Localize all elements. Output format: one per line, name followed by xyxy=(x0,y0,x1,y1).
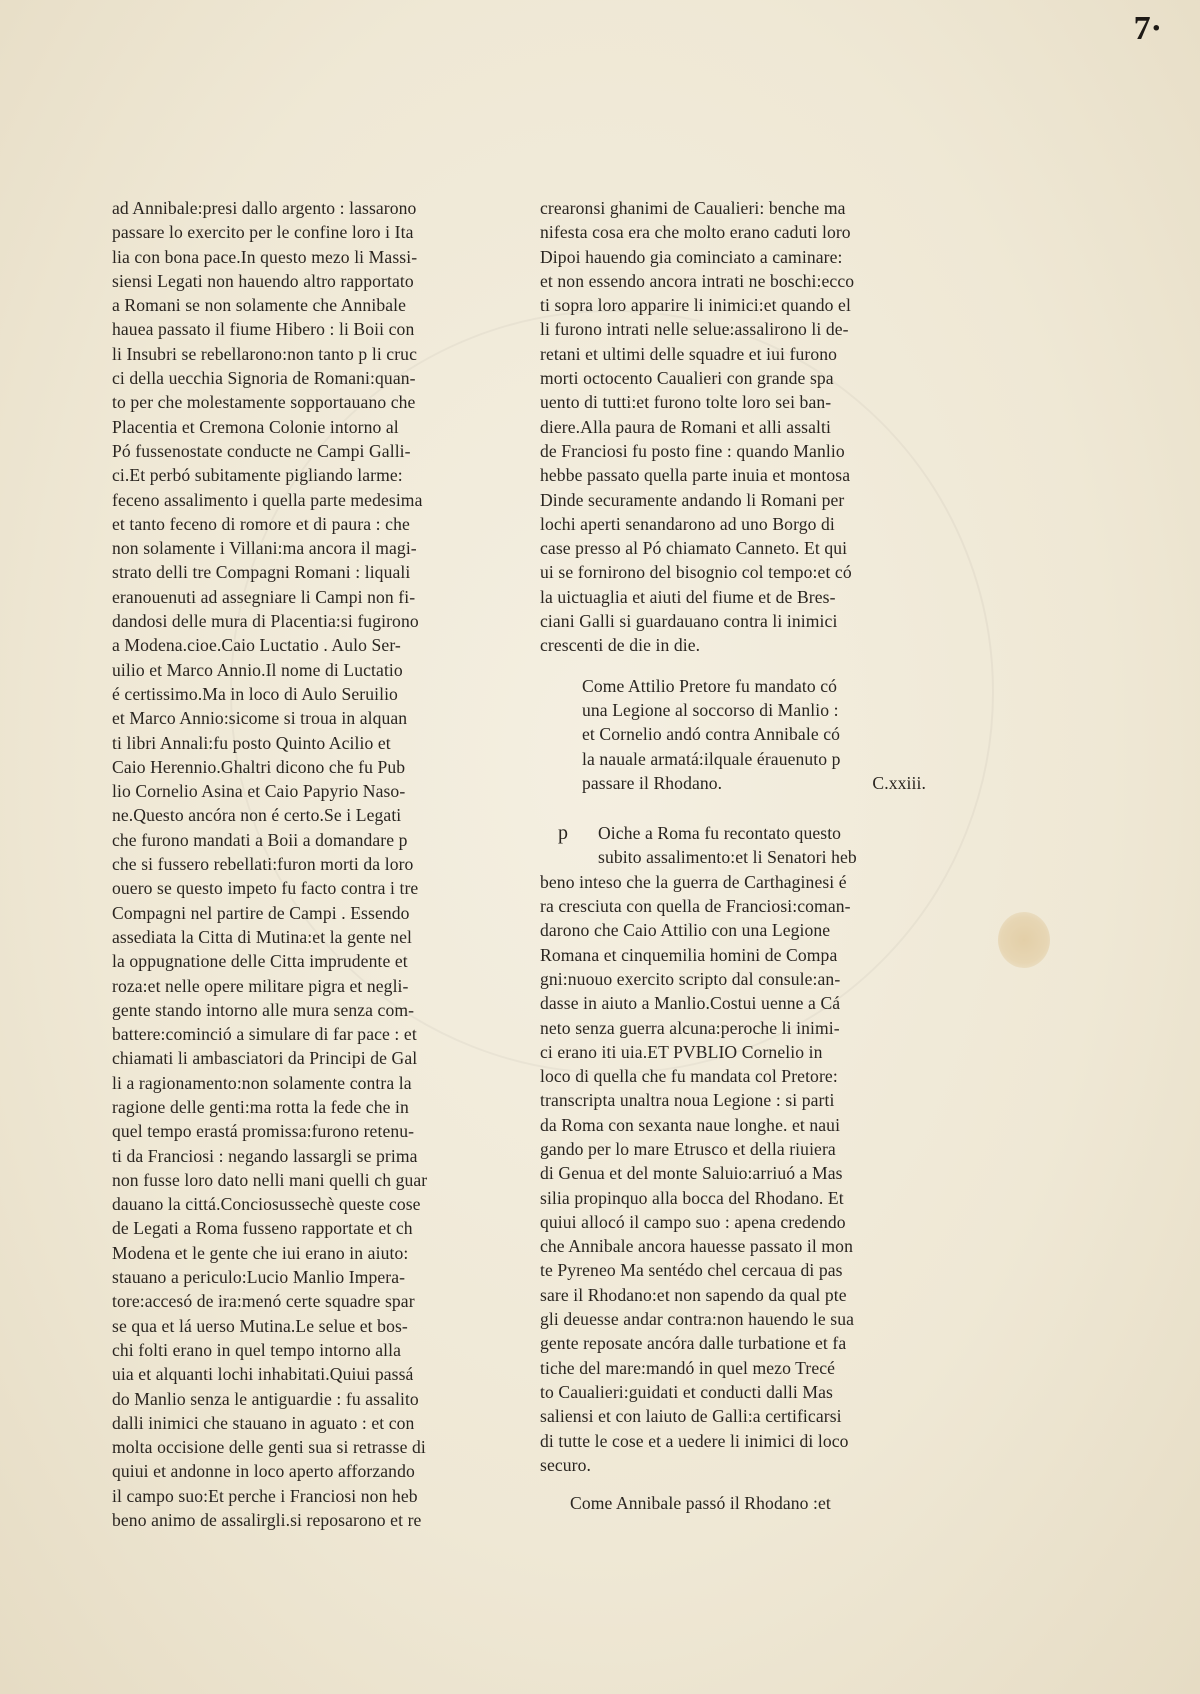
text-line: non solamente i Villani:ma ancora il magi- xyxy=(112,538,417,559)
text-line: che furono mandati a Boii a domandare p xyxy=(112,829,408,850)
text-line: sare il Rhodano:et non sapendo da qual pte xyxy=(540,1284,847,1305)
text-line: gente reposate ancóra dalle turbatione et fa xyxy=(540,1333,847,1354)
text-line: li furono intrati nelle selue:assalirono li de- xyxy=(540,319,849,340)
text-line: dasse in aiuto a Manlio.Costui uenne a Cá xyxy=(540,993,841,1014)
text-line: saliensi et con laiuto de Galli:a certificarsi xyxy=(540,1406,842,1427)
text-line: di tutte le cose et a uedere li inimici di loco xyxy=(540,1430,849,1451)
closing-line: Come Annibale passó il Rhodano :et xyxy=(570,1493,831,1514)
text-line: chiamati li ambasciatori da Principi de Gal xyxy=(112,1048,418,1069)
chapter-number: C.xxiii. xyxy=(872,772,926,793)
text-line: dalli inimici che stauano in aguato : et con xyxy=(112,1412,415,1433)
text-line: non fusse loro dato nelli mani quelli ch guar xyxy=(112,1169,428,1190)
text-line: se qua et lá uerso Mutina.Le selue et bos- xyxy=(112,1315,408,1336)
text-line: ti da Franciosi : negando lassargli se prima xyxy=(112,1145,418,1166)
text-line: Dipoi hauendo gia cominciato a caminare: xyxy=(540,246,843,267)
text-line: et non essendo ancora intrati ne boschi:ecco xyxy=(540,270,855,291)
text-line: darono che Caio Attilio con una Legione xyxy=(540,920,831,941)
text-line: di Genua et del monte Saluio:arriuó a Mas xyxy=(540,1163,843,1184)
text-line: roza:et nelle opere militare pigra et negli- xyxy=(112,975,409,996)
text-line: gli deuesse andar contra:non hauendo le sua xyxy=(540,1309,855,1330)
text-line: stauano a periculo:Lucio Manlio Impera- xyxy=(112,1267,406,1288)
text-line: uia et alquanti lochi inhabitati.Quiui passá xyxy=(112,1364,414,1385)
text-line: lio Cornelio Asina et Caio Papyrio Naso- xyxy=(112,781,406,802)
text-line: assediata la Citta di Mutina:et la gente nel xyxy=(112,926,412,947)
text-line: Dinde securamente andando li Romani per xyxy=(540,489,845,510)
left-column xyxy=(112,196,462,1532)
text-line: ne.Questo ancóra non é certo.Se i Legati xyxy=(112,805,402,826)
text-line: ra cresciuta con quella de Franciosi:coman- xyxy=(540,896,851,917)
text-line: siensi Legati non hauendo altro rapportato xyxy=(112,270,414,291)
text-line: Caio Herennio.Ghaltri dicono che fu Pub xyxy=(112,756,406,777)
text-line: ciani Galli si guardauano contra li inimici xyxy=(540,611,838,632)
text-line: eranouenuti ad assegniare li Campi non fi- xyxy=(112,586,416,607)
text-line: morti octocento Caualieri con grande spa xyxy=(540,368,834,389)
text-line: che si fussero rebellati:furon morti da loro xyxy=(112,854,414,875)
right-column-body xyxy=(540,196,912,658)
text-line: tore:accesó de ira:menó certe squadre spar xyxy=(112,1291,415,1312)
right-column xyxy=(540,196,926,1515)
heading-line: una Legione al soccorso di Manlio : xyxy=(582,699,839,720)
text-line: beno inteso che la guerra de Carthaginesi é xyxy=(540,871,847,892)
text-line: securo. xyxy=(540,1454,592,1475)
text-line: a Romani se non solamente che Annibale xyxy=(112,295,407,316)
text-line: beno animo de assalirgli.si reposarono et re xyxy=(112,1510,422,1531)
text-line: feceno assalimento i quella parte medesima xyxy=(112,489,423,510)
heading-line-text: passare il Rhodano. xyxy=(582,772,723,793)
text-line: ti libri Annali:fu posto Quinto Acilio et xyxy=(112,732,391,753)
text-line: case presso al Pó chiamato Canneto. Et qui xyxy=(540,538,848,559)
text-line: hebbe passato quella parte inuia et montosa xyxy=(540,465,851,486)
heading-line: Come Attilio Pretore fu mandato có xyxy=(582,675,838,696)
text-line: crearonsi ghanimi de Caualieri: benche ma xyxy=(540,198,846,218)
text-line: quel tempo erastá promissa:furono retenu- xyxy=(112,1121,415,1142)
text-line: te Pyreneo Ma sentédo chel cercaua di pas xyxy=(540,1260,843,1281)
closing-heading xyxy=(540,1491,912,1515)
text-line: ragione delle genti:ma rotta la fede che in xyxy=(112,1096,409,1117)
text-line: de Franciosi fu posto fine : quando Manlio xyxy=(540,440,845,461)
text-line: ci erano iti uia.ET PVBLIO Cornelio in xyxy=(540,1041,823,1062)
text-line: da Roma con sexanta naue longhe. et naui xyxy=(540,1114,841,1135)
text-line: to per che molestamente sopportauano che xyxy=(112,392,416,413)
chapter-initial: p xyxy=(558,822,568,845)
text-line: subito assalimento:et li Senatori heb xyxy=(598,847,857,868)
text-line: uilio et Marco Annio.Il nome di Luctatio xyxy=(112,659,403,680)
text-line: gni:nuouo exercito scripto dal consule:an- xyxy=(540,968,841,989)
text-line: passare lo exercito per le confine loro i Ita xyxy=(112,222,414,243)
text-line: lia con bona pace.In questo mezo li Massi- xyxy=(112,246,418,267)
text-line: ad Annibale:presi dallo argento : lassarono xyxy=(112,198,417,218)
paper-stain xyxy=(998,912,1050,968)
text-line: nifesta cosa era che molto erano caduti loro xyxy=(540,222,851,243)
text-line: che Annibale ancora hauesse passato il mon xyxy=(540,1236,853,1257)
chapter-heading xyxy=(540,674,926,795)
text-line: quiui et andonne in loco aperto afforzando xyxy=(112,1461,415,1482)
text-line: ui se fornirono del bisognio col tempo:et có xyxy=(540,562,852,583)
text-line: hauea passato il fiume Hibero : li Boii con xyxy=(112,319,415,340)
text-line: tiche del mare:mandó in quel mezo Trecé xyxy=(540,1357,836,1378)
text-line: il campo suo:Et perche i Franciosi non heb xyxy=(112,1485,418,1506)
heading-line xyxy=(582,771,926,795)
text-line: Pó fussenostate conducte ne Campi Galli- xyxy=(112,440,411,461)
text-line: et tanto feceno di romore et di paura : che xyxy=(112,513,410,534)
text-line: battere:cominció a simulare di far pace : et xyxy=(112,1024,417,1045)
text-line: é certissimo.Ma in loco di Aulo Seruilio xyxy=(112,683,398,704)
text-line: ci della uecchia Signoria de Romani:quan- xyxy=(112,368,416,389)
text-line: et Marco Annio:sicome si troua in alquan xyxy=(112,708,408,729)
text-line: retani et ultimi delle squadre et iui furono xyxy=(540,343,838,364)
text-line: li a ragionamento:non solamente contra la xyxy=(112,1072,412,1093)
text-line: transcripta unaltra noua Legione : si parti xyxy=(540,1090,835,1111)
heading-line: la nauale armatá:ilquale érauenuto p xyxy=(582,748,841,769)
text-line: de Legati a Roma fusseno rapportate et ch xyxy=(112,1218,413,1239)
text-line: Compagni nel partire de Campi . Essendo xyxy=(112,902,410,923)
text-line: molta occisione delle genti sua si retrasse di xyxy=(112,1437,426,1458)
text-line: ci.Et perbó subitamente pigliando larme: xyxy=(112,465,403,486)
text-line: diere.Alla paura de Romani et alli assalti xyxy=(540,416,831,437)
text-line: la uictuaglia et aiuti del fiume et de Bres- xyxy=(540,586,836,607)
page-number: 7· xyxy=(1133,10,1162,47)
text-line: a Modena.cioe.Caio Luctatio . Aulo Ser- xyxy=(112,635,401,656)
text-line: Modena et le gente che iui erano in aiuto: xyxy=(112,1242,409,1263)
text-line: lochi aperti senandarono ad uno Borgo di xyxy=(540,513,835,534)
text-line: la oppugnatione delle Citta imprudente et xyxy=(112,951,408,972)
heading-line: et Cornelio andó contra Annibale có xyxy=(582,724,841,745)
text-line: Romana et cinquemilia homini de Compa xyxy=(540,944,838,965)
text-line: ti sopra loro apparire li inimici:et quando el xyxy=(540,295,851,316)
text-line: quiui allocó il campo suo : apena credendo xyxy=(540,1211,846,1232)
text-line: uento di tutti:et furono tolte loro sei ban- xyxy=(540,392,832,413)
text-line: strato delli tre Compagni Romani : liquali xyxy=(112,562,411,583)
text-line: neto senza guerra alcuna:peroche li inimi- xyxy=(540,1017,840,1038)
text-line: chi folti erano in quel tempo intorno alla xyxy=(112,1339,402,1360)
text-line: ouero se questo impeto fu facto contra i tre xyxy=(112,878,419,899)
text-line: Placentia et Cremona Colonie intorno al xyxy=(112,416,399,437)
text-line: li Insubri se rebellarono:non tanto p li cruc xyxy=(112,343,417,364)
chapter-text xyxy=(540,821,912,1477)
text-line: crescenti de die in die. xyxy=(540,635,701,656)
text-line: Oiche a Roma fu recontato questo xyxy=(598,823,842,844)
text-line: gente stando intorno alle mura senza com- xyxy=(112,999,415,1020)
text-line: to Caualieri:guidati et conducti dalli Mas xyxy=(540,1381,833,1402)
text-line: do Manlio senza le antiguardie : fu assalito xyxy=(112,1388,419,1409)
text-line: silia propinquo alla bocca del Rhodano. Et xyxy=(540,1187,844,1208)
text-line: gando per lo mare Etrusco et della riuiera xyxy=(540,1138,836,1159)
text-line: dandosi delle mura di Placentia:si fugirono xyxy=(112,611,419,632)
text-line: loco di quella che fu mandata col Pretore: xyxy=(540,1066,838,1087)
text-line: dauano la cittá.Conciosussechè queste cose xyxy=(112,1194,421,1215)
